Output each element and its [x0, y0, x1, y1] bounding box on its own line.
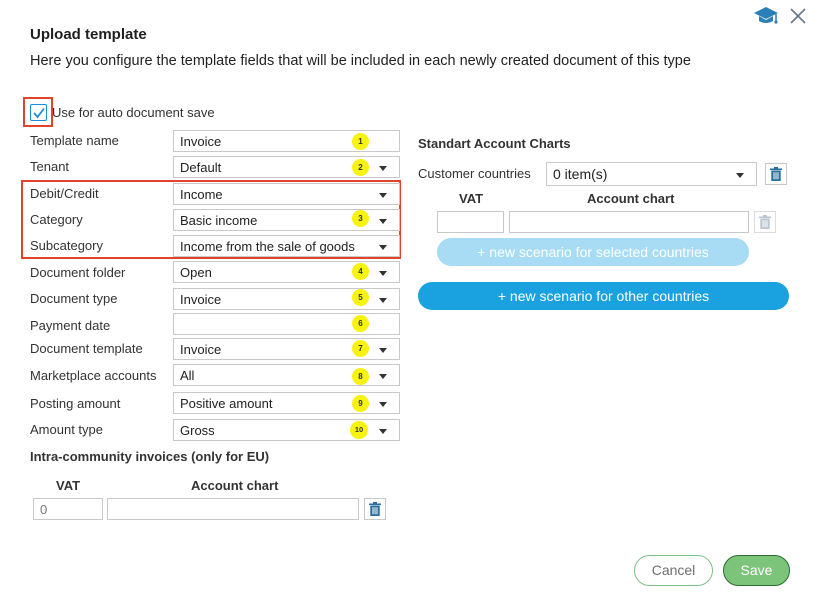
document-folder-select[interactable]	[173, 261, 400, 283]
trash-icon	[759, 215, 771, 229]
standard-account-chart-header: Account chart	[587, 191, 675, 206]
standard-delete-button[interactable]	[754, 211, 776, 233]
payment-date-label: Payment date	[30, 318, 111, 333]
chevron-down-icon	[379, 402, 387, 407]
payment-date-input[interactable]	[173, 313, 400, 335]
standard-vat-input[interactable]	[437, 211, 504, 233]
intra-account-chart-header: Account chart	[191, 478, 279, 493]
standard-charts-title: Standart Account Charts	[418, 136, 571, 151]
trash-icon	[369, 502, 381, 516]
posting-amount-select[interactable]	[173, 392, 400, 414]
document-template-select[interactable]	[173, 338, 400, 360]
badge-3: 3	[352, 210, 369, 227]
customer-countries-value: 0 item(s)	[553, 166, 608, 182]
auto-save-checkbox[interactable]	[30, 104, 47, 121]
marketplace-accounts-value: All	[180, 368, 195, 383]
close-icon[interactable]	[785, 4, 811, 28]
badge-10: 10	[350, 421, 368, 439]
document-folder-value: Open	[180, 265, 212, 280]
save-button[interactable]: Save	[723, 555, 790, 586]
document-template-value: Invoice	[180, 342, 222, 357]
marketplace-accounts-select[interactable]	[173, 364, 400, 386]
chevron-down-icon	[379, 429, 387, 434]
template-name-input[interactable]	[173, 130, 400, 152]
dialog-title: Upload template	[30, 26, 147, 43]
standard-account-chart-input[interactable]	[509, 211, 749, 233]
template-name-label: Template name	[30, 133, 119, 148]
intra-vat-value: 0	[40, 502, 48, 517]
posting-amount-label: Posting amount	[30, 396, 121, 411]
dialog-top-actions	[753, 4, 811, 28]
chevron-down-icon	[379, 348, 387, 353]
subcategory-value: Income from the sale of goods	[180, 239, 355, 254]
tenant-label: Tenant	[30, 159, 70, 174]
intra-community-title: Intra-community invoices (only for EU)	[30, 449, 270, 464]
badge-2: 2	[352, 159, 369, 176]
subcategory-select[interactable]	[173, 235, 400, 257]
badge-5: 5	[352, 289, 369, 306]
subcategory-label: Subcategory	[30, 238, 103, 253]
debit-credit-label: Debit/Credit	[30, 186, 99, 201]
countries-delete-button[interactable]	[765, 163, 787, 185]
new-scenario-other-countries-button[interactable]: + new scenario for other countries	[418, 282, 789, 310]
new-scenario-selected-countries-button[interactable]: + new scenario for selected countries	[437, 238, 749, 266]
posting-amount-value: Positive amount	[180, 396, 273, 411]
intra-account-chart-input[interactable]	[107, 498, 359, 520]
tenant-select[interactable]	[173, 156, 400, 178]
marketplace-accounts-label: Marketplace accounts	[30, 368, 157, 383]
badge-4: 4	[352, 263, 369, 280]
customer-countries-label: Customer countries	[418, 166, 531, 181]
document-folder-label: Document folder	[30, 265, 126, 280]
debit-credit-select[interactable]	[173, 183, 400, 205]
chevron-down-icon	[379, 166, 387, 171]
amount-type-select[interactable]	[173, 419, 400, 441]
document-type-select[interactable]	[173, 288, 400, 310]
category-label: Category	[30, 212, 83, 227]
chevron-down-icon	[379, 298, 387, 303]
template-name-value: Invoice	[180, 134, 222, 149]
debit-credit-value: Income	[180, 187, 223, 202]
amount-type-label: Amount type	[30, 422, 103, 437]
intra-delete-button[interactable]	[364, 498, 386, 520]
intra-vat-input[interactable]	[33, 498, 103, 520]
chevron-down-icon	[379, 271, 387, 276]
tenant-value: Default	[180, 160, 222, 175]
chevron-down-icon	[379, 193, 387, 198]
chevron-down-icon	[736, 173, 744, 178]
badge-9: 9	[352, 395, 369, 412]
intra-vat-header: VAT	[56, 478, 81, 493]
cancel-button[interactable]: Cancel	[634, 555, 713, 586]
trash-icon	[770, 167, 782, 181]
standard-vat-header: VAT	[459, 191, 484, 206]
checkmark-icon	[32, 106, 46, 120]
amount-type-value: Gross	[180, 423, 215, 438]
category-select[interactable]	[173, 209, 400, 231]
badge-1: 1	[352, 133, 369, 150]
chevron-down-icon	[379, 245, 387, 250]
badge-6: 6	[352, 315, 369, 332]
document-type-value: Invoice	[180, 292, 222, 307]
dialog-subtitle: Here you configure the template fields that will be included in each newly created document of this type	[30, 53, 691, 69]
customer-countries-select[interactable]	[546, 162, 757, 186]
document-template-label: Document template	[30, 341, 143, 356]
document-type-label: Document type	[30, 291, 118, 306]
category-value: Basic income	[180, 213, 258, 228]
graduation-cap-icon[interactable]	[753, 4, 779, 28]
badge-7: 7	[352, 340, 369, 357]
chevron-down-icon	[379, 374, 387, 379]
auto-save-highlight	[23, 97, 53, 127]
chevron-down-icon	[379, 219, 387, 224]
badge-8: 8	[352, 368, 369, 385]
auto-save-label: Use for auto document save	[52, 105, 215, 120]
